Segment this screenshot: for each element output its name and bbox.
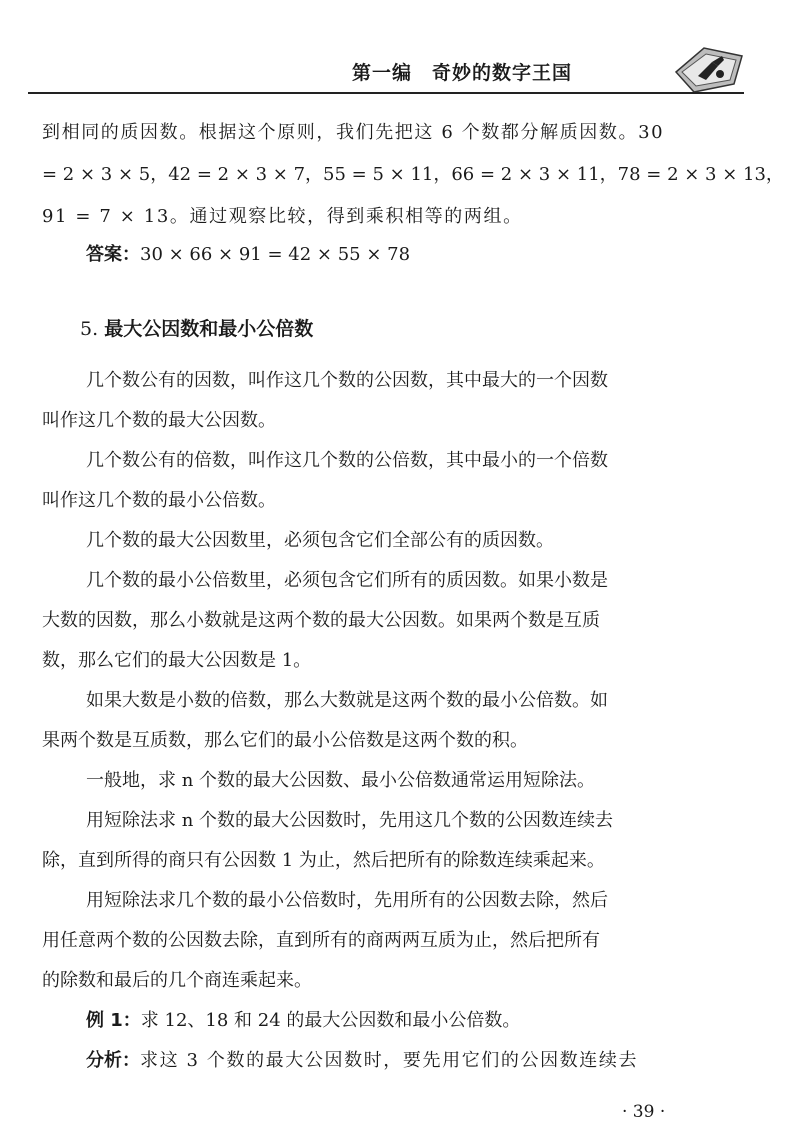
section-number: 5. xyxy=(80,318,99,340)
body-line: 叫作这几个数的最大公因数。 xyxy=(42,410,276,431)
answer-label: 答案： xyxy=(86,244,140,265)
page-header xyxy=(0,0,800,100)
body-line: 大数的因数，那么小数就是这两个数的最大公因数。如果两个数是互质 xyxy=(42,610,600,631)
analysis-line xyxy=(86,1052,638,1070)
example-label: 例 1： xyxy=(86,1010,141,1031)
body-line: 数，那么它们的最大公因数是 1。 xyxy=(42,650,312,671)
answer-text: 30 × 66 × 91 = 42 × 55 × 78 xyxy=(140,244,411,265)
example-line xyxy=(86,1012,520,1030)
section-heading xyxy=(80,314,313,341)
section-title: 最大公因数和最小公倍数 xyxy=(104,318,314,340)
chapter-title: 第一编 奇妙的数字王国 xyxy=(352,62,573,84)
body-line: 用短除法求几个数的最小公倍数时，先用所有的公因数去除，然后 xyxy=(86,890,608,911)
analysis-text: 求这 3 个数的最大公因数时，要先用它们的公因数连续去 xyxy=(140,1050,639,1071)
body-line: 如果大数是小数的倍数，那么大数就是这两个数的最小公倍数。如 xyxy=(86,690,608,711)
example-text: 求 12、18 和 24 的最大公因数和最小公倍数。 xyxy=(140,1010,521,1031)
body-line: 用任意两个数的公因数去除，直到所有的商两两互质为止，然后把所有 xyxy=(42,930,600,951)
body-line: 几个数公有的因数，叫作这几个数的公因数，其中最大的一个因数 xyxy=(86,370,608,391)
intro-line-3: 91 = 7 × 13。通过观察比较，得到乘积相等的两组。 xyxy=(42,206,523,227)
body-line: 除，直到所得的商只有公因数 1 为止，然后把所有的除数连续乘起来。 xyxy=(42,850,605,871)
analysis-label: 分析： xyxy=(86,1050,140,1071)
body-line: 一般地，求 n 个数的最大公因数、最小公倍数通常运用短除法。 xyxy=(86,770,596,791)
intro-line-1: 到相同的质因数。根据这个原则，我们先把这 6 个数都分解质因数。30 xyxy=(42,122,665,143)
intro-line-2: = 2 × 3 × 5，42 = 2 × 3 × 7，55 = 5 × 11，66 = 2 × 3 × 11，78 = 2 × 3 × 13， xyxy=(42,164,784,185)
body-line: 用短除法求 n 个数的最大公因数时，先用这几个数的公因数连续去 xyxy=(86,810,614,831)
body-line: 几个数的最小公倍数里，必须包含它们所有的质因数。如果小数是 xyxy=(86,570,608,591)
body-line: 几个数公有的倍数，叫作这几个数的公倍数，其中最小的一个倍数 xyxy=(86,450,608,471)
header-divider xyxy=(28,92,744,94)
logo-icon xyxy=(668,42,748,97)
body-line: 的除数和最后的几个商连乘起来。 xyxy=(42,970,312,991)
body-line: 果两个数是互质数，那么它们的最小公倍数是这两个数的积。 xyxy=(42,730,528,751)
body-line: 几个数的最大公因数里，必须包含它们全部公有的质因数。 xyxy=(86,530,554,551)
body-line: 叫作这几个数的最小公倍数。 xyxy=(42,490,276,511)
page-number: · 39 · xyxy=(622,1102,666,1122)
answer-line xyxy=(86,246,410,264)
